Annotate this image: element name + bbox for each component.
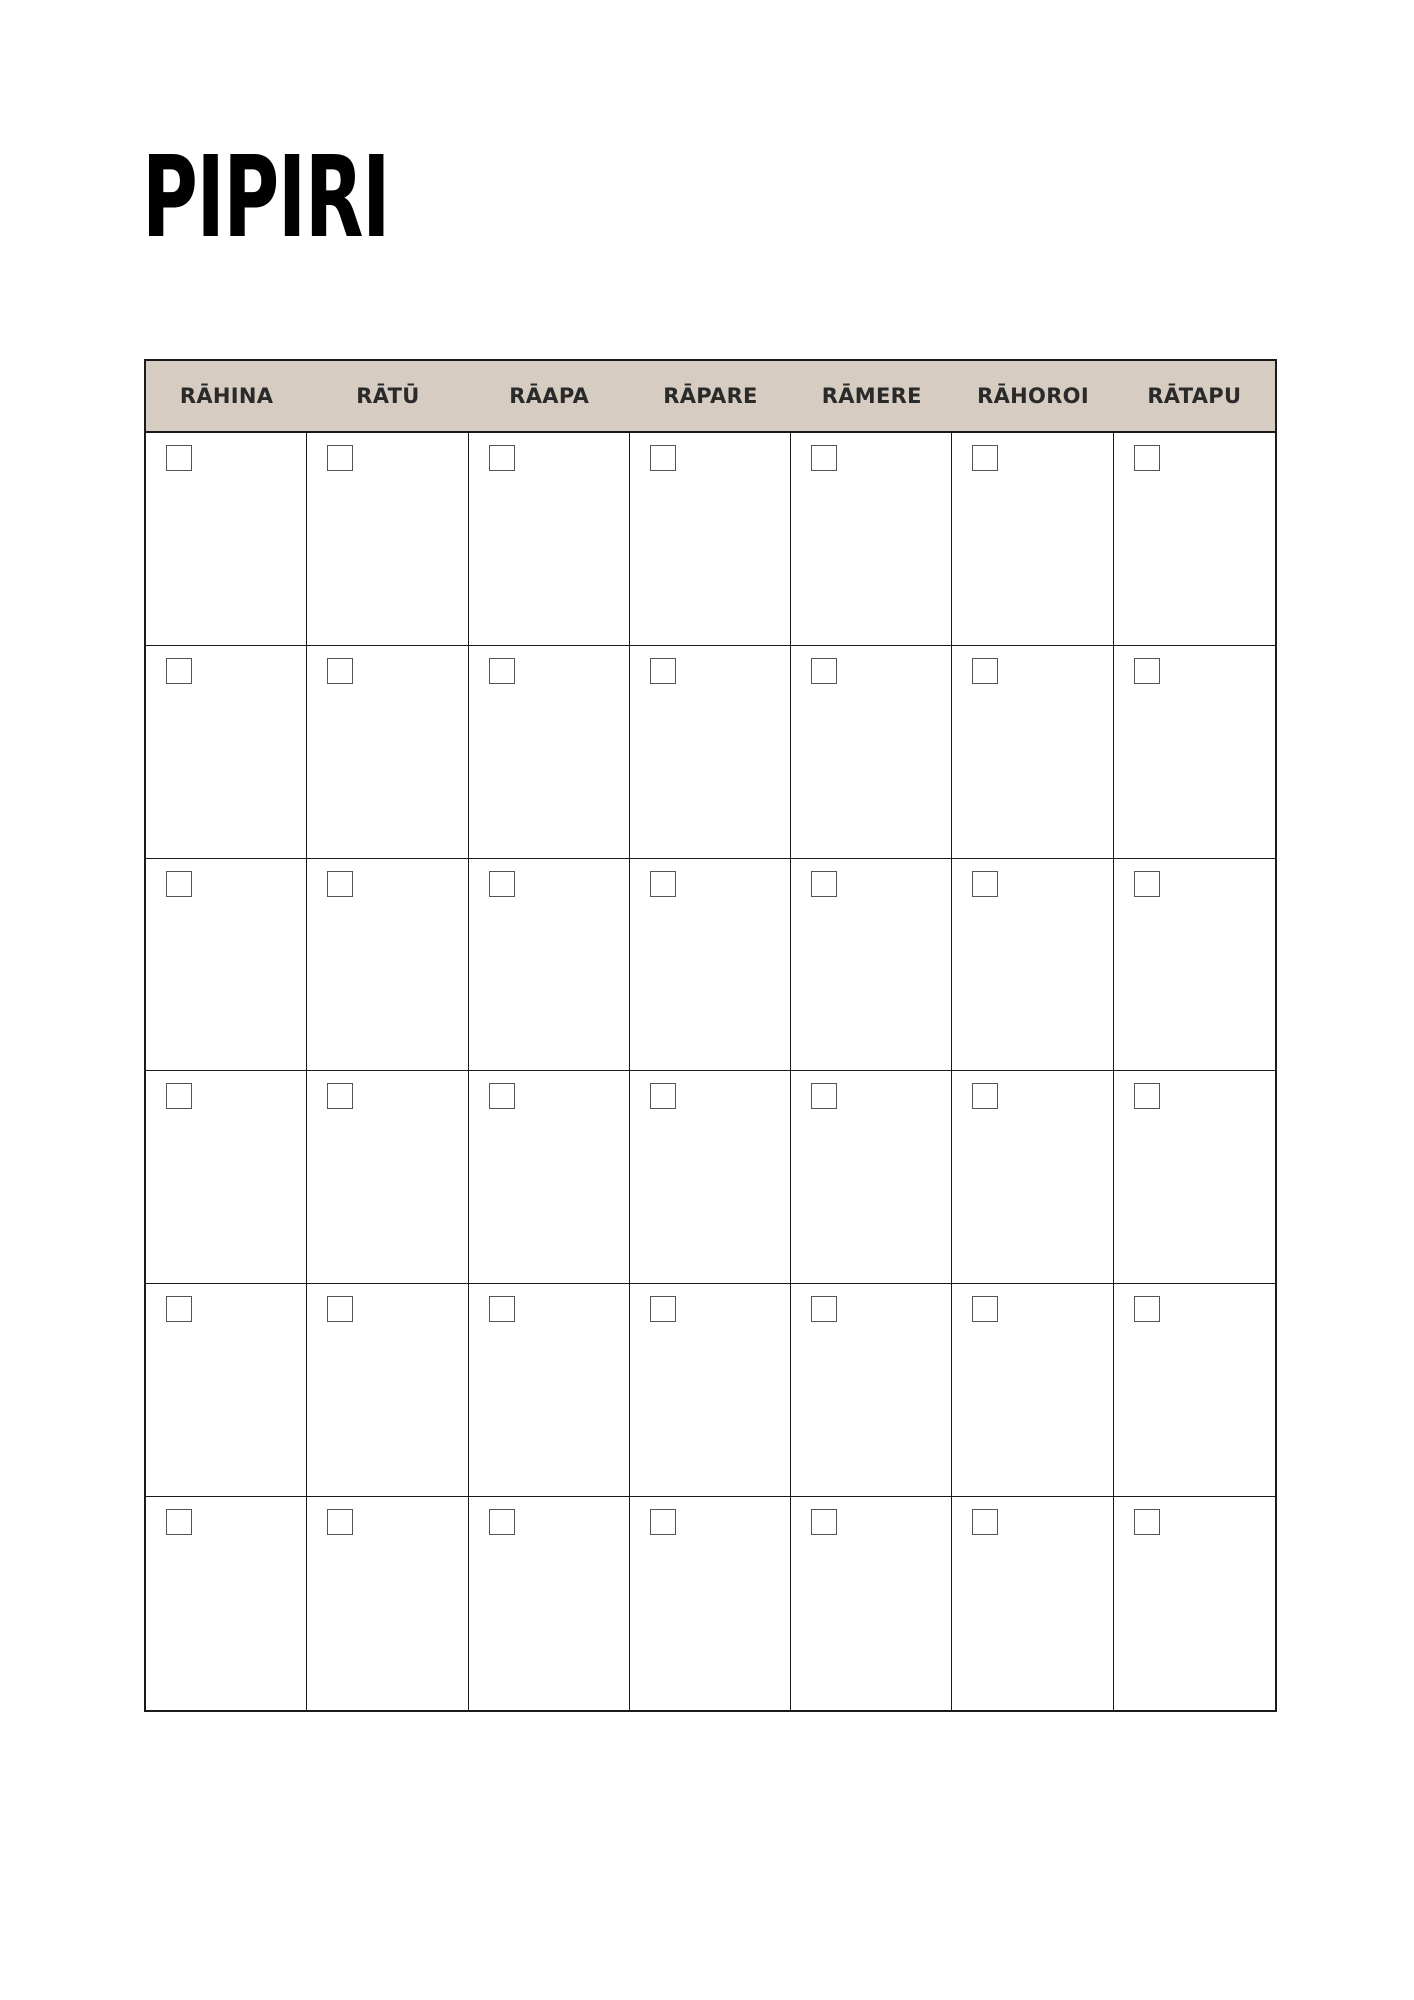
checkbox-icon[interactable] (650, 445, 676, 471)
day-cells (146, 433, 1275, 1710)
day-cell[interactable] (630, 433, 791, 646)
weekday-header: RĀMERE (821, 384, 922, 408)
day-cell[interactable] (146, 646, 307, 859)
day-cell[interactable] (1114, 1497, 1275, 1710)
checkbox-icon[interactable] (811, 1509, 837, 1535)
checkbox-icon[interactable] (1134, 445, 1160, 471)
day-cell[interactable] (1114, 433, 1275, 646)
day-cell[interactable] (791, 433, 952, 646)
checkbox-icon[interactable] (489, 445, 515, 471)
weekday-header: RĀTAPU (1147, 384, 1242, 408)
day-cell[interactable] (1114, 1071, 1275, 1284)
checkbox-icon[interactable] (650, 871, 676, 897)
day-cell[interactable] (791, 1284, 952, 1497)
checkbox-icon[interactable] (811, 1083, 837, 1109)
checkbox-icon[interactable] (166, 1509, 192, 1535)
day-cell[interactable] (146, 433, 307, 646)
day-cell[interactable] (307, 859, 468, 1072)
checkbox-icon[interactable] (1134, 1509, 1160, 1535)
day-cell[interactable] (469, 1071, 630, 1284)
day-cell[interactable] (952, 646, 1113, 859)
checkbox-icon[interactable] (972, 1296, 998, 1322)
day-cell[interactable] (791, 1071, 952, 1284)
checkbox-icon[interactable] (327, 871, 353, 897)
weekday-header: RĀHOROI (977, 384, 1089, 408)
checkbox-icon[interactable] (972, 1083, 998, 1109)
checkbox-icon[interactable] (650, 658, 676, 684)
day-cell[interactable] (1114, 1284, 1275, 1497)
weekday-header: RĀAPA (509, 384, 590, 408)
checkbox-icon[interactable] (1134, 1083, 1160, 1109)
page-title: PIPIRI (142, 133, 390, 263)
day-cell[interactable] (307, 1497, 468, 1710)
checkbox-icon[interactable] (811, 658, 837, 684)
calendar-grid (144, 359, 1277, 1712)
checkbox-icon[interactable] (327, 1083, 353, 1109)
day-cell[interactable] (469, 1497, 630, 1710)
checkbox-icon[interactable] (489, 1296, 515, 1322)
checkbox-icon[interactable] (327, 1296, 353, 1322)
day-cell[interactable] (307, 433, 468, 646)
checkbox-icon[interactable] (811, 871, 837, 897)
checkbox-icon[interactable] (489, 1083, 515, 1109)
checkbox-icon[interactable] (1134, 1296, 1160, 1322)
weekday-header: RĀHINA (179, 384, 274, 408)
checkbox-icon[interactable] (166, 445, 192, 471)
checkbox-icon[interactable] (327, 445, 353, 471)
checkbox-icon[interactable] (650, 1296, 676, 1322)
weekday-header: RĀPARE (663, 384, 758, 408)
day-cell[interactable] (1114, 859, 1275, 1072)
day-cell[interactable] (630, 646, 791, 859)
checkbox-icon[interactable] (1134, 871, 1160, 897)
day-cell[interactable] (952, 859, 1113, 1072)
checkbox-icon[interactable] (650, 1509, 676, 1535)
day-cell[interactable] (146, 1284, 307, 1497)
checkbox-icon[interactable] (327, 1509, 353, 1535)
day-cell[interactable] (952, 1071, 1113, 1284)
day-cell[interactable] (952, 433, 1113, 646)
day-cell[interactable] (630, 1284, 791, 1497)
weekday-header: RĀTŪ (356, 384, 420, 408)
checkbox-icon[interactable] (1134, 658, 1160, 684)
day-cell[interactable] (469, 646, 630, 859)
day-cell[interactable] (952, 1284, 1113, 1497)
checkbox-icon[interactable] (489, 871, 515, 897)
day-cell[interactable] (146, 859, 307, 1072)
day-cell[interactable] (791, 859, 952, 1072)
day-cell[interactable] (1114, 646, 1275, 859)
day-cell[interactable] (469, 1284, 630, 1497)
checkbox-icon[interactable] (811, 445, 837, 471)
checkbox-icon[interactable] (811, 1296, 837, 1322)
checkbox-icon[interactable] (327, 658, 353, 684)
checkbox-icon[interactable] (972, 1509, 998, 1535)
checkbox-icon[interactable] (650, 1083, 676, 1109)
day-cell[interactable] (146, 1071, 307, 1284)
day-cell[interactable] (952, 1497, 1113, 1710)
checkbox-icon[interactable] (489, 658, 515, 684)
day-cell[interactable] (307, 646, 468, 859)
day-cell[interactable] (146, 1497, 307, 1710)
day-cell[interactable] (469, 859, 630, 1072)
day-cell[interactable] (469, 433, 630, 646)
weekday-header-row (146, 361, 1275, 433)
checkbox-icon[interactable] (166, 1296, 192, 1322)
checkbox-icon[interactable] (972, 658, 998, 684)
day-cell[interactable] (307, 1284, 468, 1497)
checkbox-icon[interactable] (166, 1083, 192, 1109)
checkbox-icon[interactable] (972, 445, 998, 471)
checkbox-icon[interactable] (166, 871, 192, 897)
checkbox-icon[interactable] (166, 658, 192, 684)
day-cell[interactable] (307, 1071, 468, 1284)
checkbox-icon[interactable] (972, 871, 998, 897)
day-cell[interactable] (630, 1497, 791, 1710)
day-cell[interactable] (630, 1071, 791, 1284)
checkbox-icon[interactable] (489, 1509, 515, 1535)
day-cell[interactable] (630, 859, 791, 1072)
day-cell[interactable] (791, 1497, 952, 1710)
day-cell[interactable] (791, 646, 952, 859)
